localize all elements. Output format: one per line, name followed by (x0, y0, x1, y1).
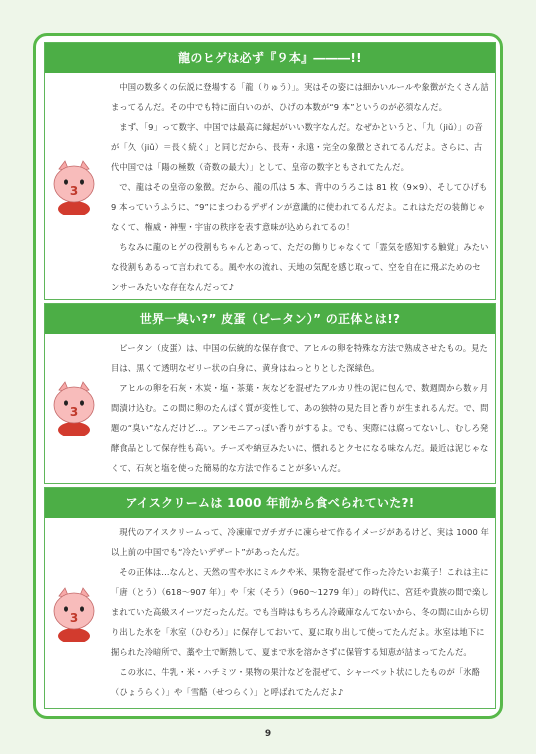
paragraph: まず、「9」って数字、中国では最高に縁起がいい数字なんだ。なぜかというと、「九（jiǔ）」の音が「久（jiǔ）＝長く続く」と同じだから、長寿・永遠・完全の象徴とされてるんだよ。さらに、古代中国では「陽の極数（奇数の最大）」として、皇帝の数字ともされてたんだ。 (111, 122, 483, 172)
paragraph: 現代のアイスクリームって、冷凍庫でガチガチに凍らせて作るイメージがあるけど、実は 1000 年以上前の中国でも“冷たいデザート”があったんだ。 (111, 527, 489, 557)
paragraph: その正体は…なんと、天然の雪や氷にミルクや米、果物を混ぜて作った冷たいお菓子！これは主に「唐（とう）（618～907 年）」や「宋（そう）（960～1279 年）」の時代に、宮廷や貴族の間で楽しまれていた高級スイーツだったんだ。でも当時はもちろん冷蔵庫なんてないから、冬の間に山から切り出した氷を「氷室（ひむろ）」に保存しておいて、夏に取り出して使ってたんだよ。氷室は地下に掘られた冷暗所で、藁や土で断熱して、夏まで氷を溶かさずに保管する知恵が詰まってたんだ。 (111, 567, 489, 657)
section-title: アイスクリームは 1000 年前から食べられていた?! (45, 488, 495, 518)
paragraph: この氷に、牛乳・米・ハチミツ・果物の果汁などを混ぜて、シャーベット状にしたものが「氷酪（ひょうらく）」や「雪酪（せつらく）」と呼ばれてたんだよ♪ (111, 667, 481, 697)
svg-text:3: 3 (69, 184, 79, 198)
section-body (111, 522, 489, 702)
section-century-egg (44, 303, 496, 484)
section-title: 世界一臭い?” 皮蛋（ピータン）” の正体とは!? (45, 304, 495, 334)
paragraph: で、龍はその皇帝の象徴。だから、龍の爪は 5 本、背中のうろこは 81 枚（9×9）、そしてひげも 9 本っていうふうに、“9”にまつわるデザインが意識的に使われてるんだよ。これはただの装飾じゃなくて、権威・神聖・宇宙の秩序を表す意味が込められてるの！ (111, 182, 488, 232)
section-ice-cream (44, 487, 496, 709)
page-number: 9 (264, 729, 272, 739)
svg-text:3: 3 (69, 405, 79, 419)
paragraph: ちなみに龍のヒゲの役割もちゃんとあって、ただの飾りじゃなくて「霊気を感知する触覚」みたいな役割もあるって言われてる。風や水の流れ、天地の気配を感じ取って、空を自在に飛ぶためのセンサーみたいな存在なんだって♪ (111, 242, 489, 292)
section-body (111, 77, 489, 297)
paragraph: ピータン（皮蛋）は、中国の伝統的な保存食で、アヒルの卵を特殊な方法で熟成させたもの。見た目は、黒くて透明なゼリー状の白身に、黄身はねっとりとした深緑色。 (111, 343, 488, 373)
section-dragon-whiskers (44, 42, 496, 300)
section-title: 龍のヒゲは必ず『９本』―――!! (45, 43, 495, 73)
svg-text:3: 3 (69, 611, 79, 625)
section-body (111, 338, 489, 478)
pig-mascot-icon (51, 586, 97, 642)
paragraph: アヒルの卵を石灰・木炭・塩・茶葉・灰などを混ぜたアルカリ性の泥に包んで、数週間から数ヶ月間漬け込む。この間に卵のたんぱく質が変性して、あの独特の見た目と香りが生まれるんだ。で、問題の“臭い”なんだけど…。アンモニアっぽい香りがするよ。でも、実際には腐ってないし、むしろ発酵食品として保存性も高い。チーズや納豆みたいに、慣れるとクセになる味なんだ。最近は泥じゃなくて、石灰と塩を使った簡易的な方法で作ることが多いんだ。 (111, 383, 489, 473)
paragraph: 中国の数多くの伝説に登場する「龍（りゅう）」。実はその姿には細かいルールや象徴がたくさん詰まってるんだ。その中でも特に面白いのが、ひげの本数が“9 本”というのが必須なんだ。 (111, 82, 489, 112)
pig-mascot-icon (51, 380, 97, 436)
pig-mascot-icon (51, 159, 97, 215)
